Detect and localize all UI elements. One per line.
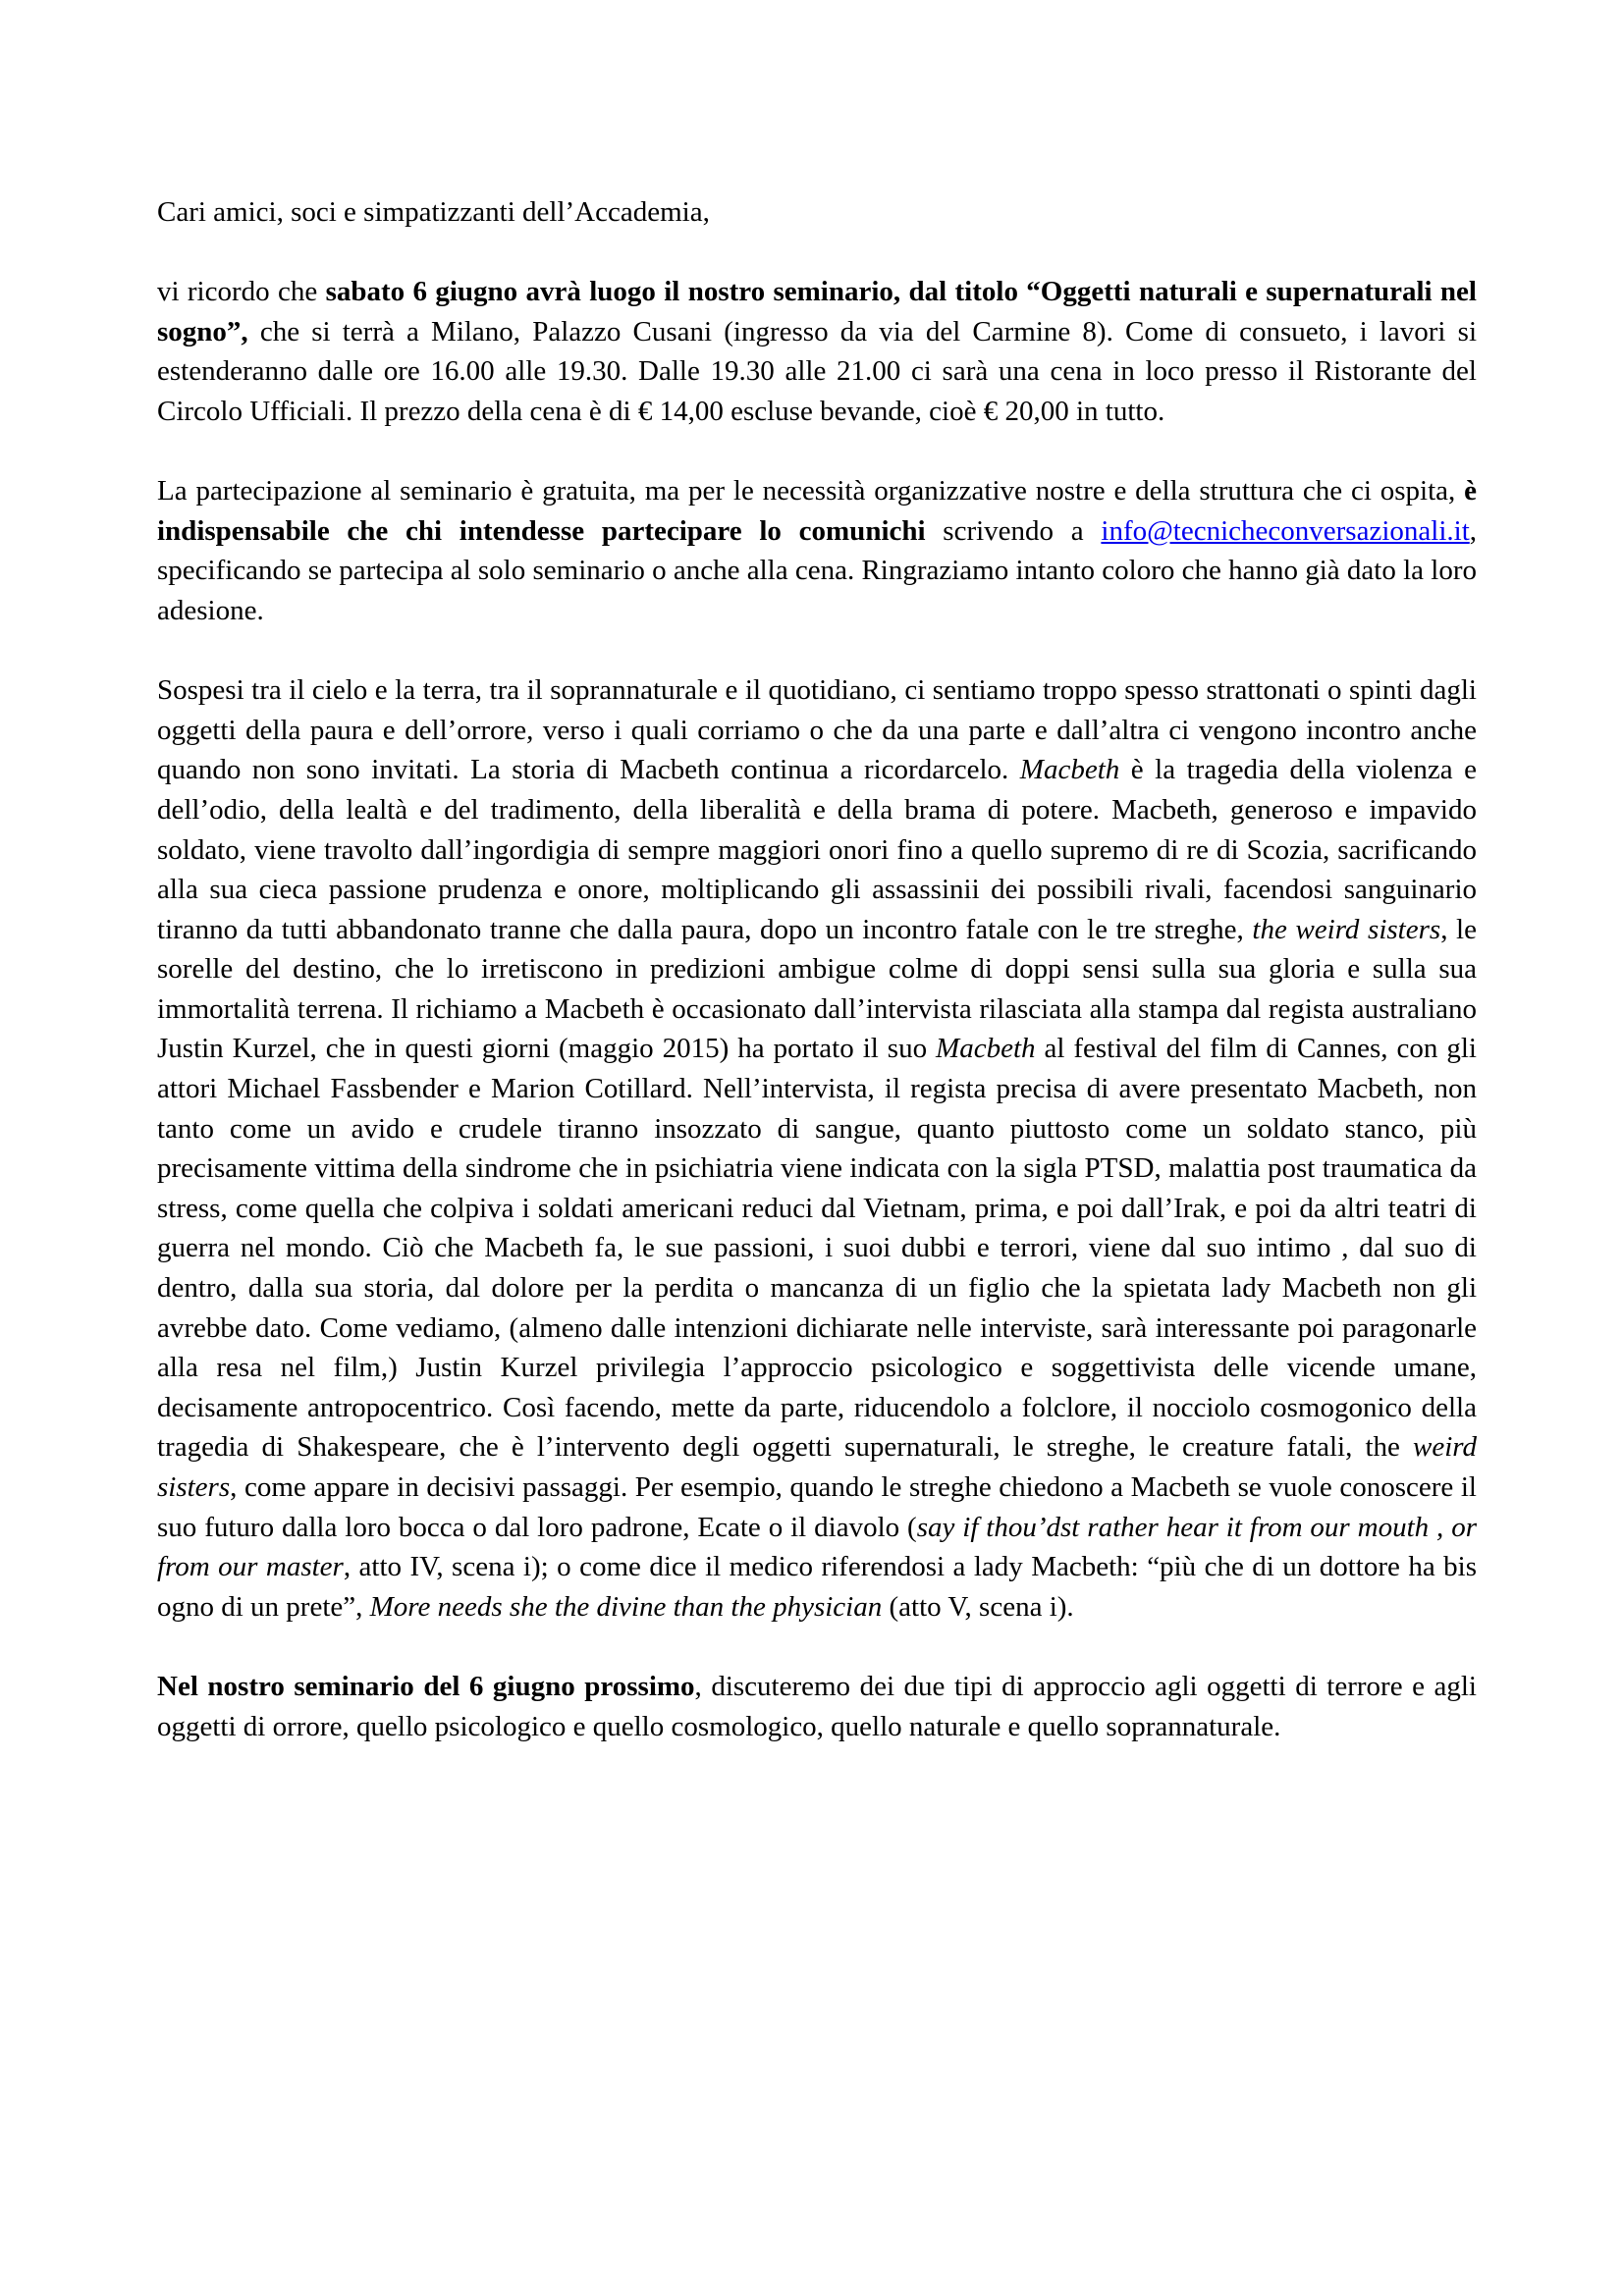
email-link[interactable]: info@tecnicheconversazionali.it: [1101, 514, 1470, 547]
text-run: , specificando se partecipa al solo seminario o anche alla cena. Ringraziamo intanto coloro che hanno già dato la loro adesione.: [157, 514, 1477, 626]
text-run: è la tragedia della violenza e dell’odio, della lealtà e del tradimento, della liberalità e della brama di potere. Macbeth, generoso e impavido soldato, viene travolto dall’ingordigia di sempre maggiori onori fino a quello supremo di re di Scozia, sacrificando alla sua cieca passione prudenza e onore, moltiplicando gli assassinii dei possibili rivali, facendosi sanguinario tiranno da tutti abbandonato tranne che dalla paura, dopo un incontro fatale con le tre streghe,: [157, 754, 1477, 945]
text-run: , atto IV, scena i); o come dice il medico riferendosi a lady Macbeth: “più che di un dottore ha bis ogno di un prete”,: [157, 1551, 1477, 1623]
bold-registration-required: è indispensabile che chi intendesse partecipare lo comunichi: [157, 475, 1477, 547]
italic-macbeth-title: Macbeth: [1019, 754, 1120, 786]
text-run: scrivendo a: [925, 514, 1102, 547]
text-run: , come appare in decisivi passaggi. Per esempio, quando le streghe chiedono a Macbeth se vuole conoscere il suo futuro dalla loro bocca o dal loro padrone, Ecate o il diavolo (: [157, 1471, 1477, 1543]
italic-quote-doctor: More needs she the divine than the physician: [369, 1590, 883, 1623]
text-run: La partecipazione al seminario è gratuita, ma per le necessità organizzative nostre e della struttura che ci ospita,: [157, 475, 1465, 507]
text-run: al festival del film di Cannes, con gli attori Michael Fassbender e Marion Cotillard. Nell’intervista, il regista precisa di avere presentato Macbeth, non tanto come un avido e crudele tiranno insozzato di sangue, quanto piuttosto come un soldato stanco, più precisamente vittima della sindrome che in psichiatria viene indicata con la sigla PTSD, malattia post traumatica da stress, come quella che colpiva i soldati americani reduci dal Vietnam, prima, e poi dall’Irak, e poi da altri teatri di guerra nel mondo. Ciò che Macbeth fa, le sue passioni, i suoi dubbi e terrori, viene dal suo intimo , dal suo di dentro, dalla sua storia, dal dolore per la perdita o mancanza di un figlio che la spietata lady Macbeth non gli avrebbe dato. Come vediamo, (almeno dalle intenzioni dichiarate nelle interviste, sarà interessante poi paragonarle alla resa nel film,) Justin Kurzel privilegia l’approccio psicologico e soggettivista delle vicende umane, decisamente antropocentrico. Così facendo, mette da parte, riducendolo a folclore, il nocciolo cosmogonico della tragedia di Shakespeare, che è l’intervento degli oggetti supernaturali, le streghe, le creature fatali, the: [157, 1033, 1477, 1464]
text-run: , discuteremo dei due tipi di approccio agli oggetti di terrore e agli oggetti di orrore, quello psicologico e quello cosmologico, quello naturale e quello soprannaturale.: [157, 1670, 1477, 1742]
text-run: , le sorelle del destino, che lo irretiscono in predizioni ambigue colme di doppi sensi sulla sua gloria e sulla sua immortalità terrena. Il richiamo a Macbeth è occasionato dall’intervista rilasciata alla stampa dal regista australiano Justin Kurzel, che in questi giorni (maggio 2015) ha portato il suo: [157, 913, 1477, 1065]
italic-weird-sisters-2: weird sisters: [157, 1431, 1477, 1503]
paragraph-seminar-announcement: [157, 272, 1477, 431]
greeting: Cari amici, soci e simpatizzanti dell’Accademia,: [157, 196, 710, 228]
text-run: che si terrà a Milano, Palazzo Cusani (ingresso da via del Carmine 8). Come di consueto, i lavori si estenderanno dalle ore 16.00 alle 19.30. Dalle 19.30 alle 21.00 ci sarà una cena in loco presso il Ristorante del Circolo Ufficiali. Il prezzo della cena è di € 14,00 escluse bevande, cioè € 20,00 in tutto.: [157, 315, 1477, 427]
paragraph-macbeth: [157, 670, 1477, 1627]
italic-macbeth-film: Macbeth: [936, 1033, 1036, 1065]
text-run: vi ricordo che: [157, 276, 326, 308]
text-run: (atto V, scena i).: [882, 1590, 1074, 1623]
italic-quote-witches: say if thou’dst rather hear it from our mouth , or from our master: [157, 1511, 1477, 1583]
italic-weird-sisters: the weird sisters: [1252, 913, 1441, 945]
letter-page: [157, 192, 1477, 1746]
text-run: Sospesi tra il cielo e la terra, tra il soprannaturale e il quotidiano, ci sentiamo troppo spesso strattonati o spinti dagli oggetti della paura e dell’orrore, verso i quali corriamo o che da una parte e dall’altra ci vengono incontro anche quando non sono invitati. La storia di Macbeth continua a ricordarcelo.: [157, 674, 1477, 786]
paragraph-registration: [157, 471, 1477, 630]
bold-seminar-title: sabato 6 giugno avrà luogo il nostro seminario, dal titolo “Oggetti naturali e supernaturali nel sogno”,: [157, 276, 1477, 347]
bold-seminar-date: Nel nostro seminario del 6 giugno prossimo: [157, 1670, 695, 1702]
paragraph-conclusion: [157, 1667, 1477, 1746]
